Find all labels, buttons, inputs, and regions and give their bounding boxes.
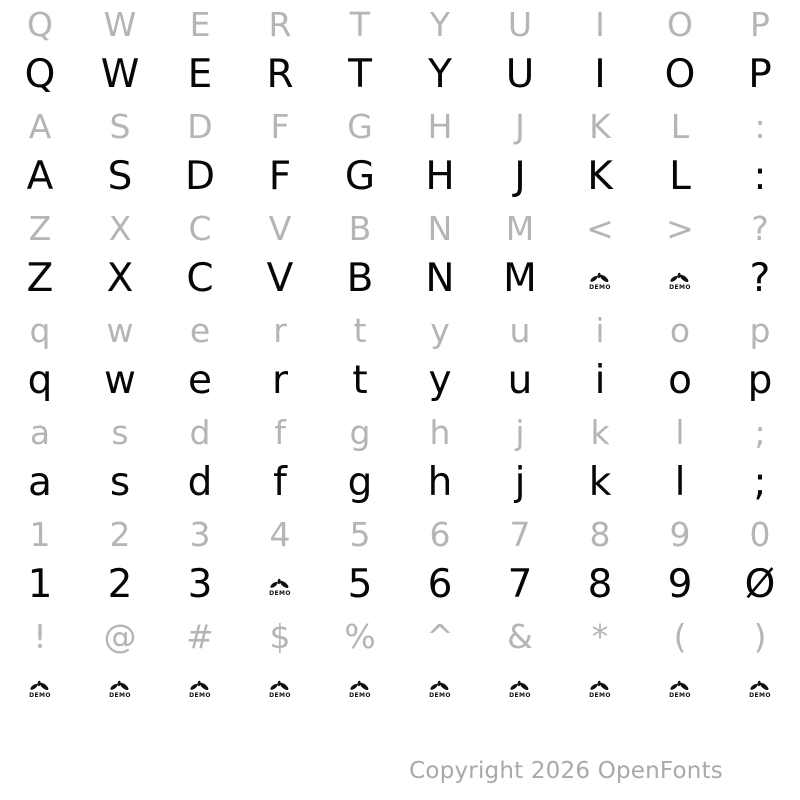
reference-char-row <box>0 0 800 48</box>
glyph-char: I <box>594 52 606 97</box>
reference-char-row <box>0 612 800 660</box>
reference-char: 2 <box>109 515 131 554</box>
glyph-char: q <box>27 358 53 403</box>
reference-char: * <box>591 617 609 656</box>
reference-char: G <box>347 107 373 146</box>
reference-char: a <box>29 413 51 452</box>
glyph-char: l <box>674 460 686 505</box>
reference-char: w <box>106 311 134 350</box>
demo-glyph-cell <box>160 660 240 714</box>
demo-splash-icon <box>509 680 530 692</box>
glyph-char: g <box>347 460 373 505</box>
reference-char: Q <box>27 5 53 44</box>
demo-placeholder-glyph <box>589 272 611 291</box>
reference-char: s <box>111 413 129 452</box>
reference-char-row <box>0 408 800 456</box>
glyph-char: P <box>748 52 772 97</box>
glyph-char: 1 <box>27 562 53 607</box>
demo-label: DEMO <box>589 691 611 699</box>
demo-splash-icon <box>429 680 450 692</box>
reference-char: 3 <box>189 515 211 554</box>
demo-glyph-cell <box>480 660 560 714</box>
demo-splash-icon <box>349 680 370 692</box>
demo-glyph-cell <box>80 660 160 714</box>
reference-char: ( <box>673 617 687 656</box>
reference-char: D <box>187 107 213 146</box>
reference-char: ) <box>753 617 767 656</box>
reference-char: I <box>595 5 605 44</box>
glyph-char: 9 <box>667 562 693 607</box>
glyph-char: J <box>514 154 526 199</box>
glyph-char: Y <box>428 52 452 97</box>
reference-char: > <box>666 209 694 248</box>
glyph-char: 2 <box>107 562 133 607</box>
reference-char-row <box>0 204 800 252</box>
reference-char: u <box>509 311 531 350</box>
demo-placeholder-glyph <box>109 680 131 699</box>
reference-char-row <box>0 306 800 354</box>
glyph-char: t <box>352 358 368 403</box>
reference-char: Z <box>28 209 52 248</box>
glyph-char: j <box>514 460 526 505</box>
reference-char: O <box>667 5 693 44</box>
reference-char: r <box>273 311 287 350</box>
demo-placeholder-glyph <box>749 680 771 699</box>
reference-char: < <box>586 209 614 248</box>
reference-char: 0 <box>749 515 771 554</box>
reference-char: q <box>29 311 51 350</box>
reference-char: ? <box>751 209 769 248</box>
demo-glyph-cell <box>560 252 640 306</box>
demo-splash-icon <box>189 680 210 692</box>
reference-char: # <box>186 617 214 656</box>
demo-splash-icon <box>269 578 290 590</box>
demo-splash-icon <box>669 272 690 284</box>
demo-placeholder-glyph <box>669 272 691 291</box>
glyph-char: ; <box>753 460 767 505</box>
demo-glyph-cell <box>240 660 320 714</box>
demo-glyph-cell <box>640 252 720 306</box>
glyph-char: G <box>344 154 376 199</box>
glyph-char: A <box>26 154 54 199</box>
demo-splash-icon <box>269 680 290 692</box>
glyph-char: ? <box>749 256 771 301</box>
reference-char: ^ <box>426 617 454 656</box>
glyph-char: d <box>187 460 213 505</box>
glyph-char: u <box>507 358 533 403</box>
demo-label: DEMO <box>509 691 531 699</box>
glyph-char: T <box>348 52 372 97</box>
demo-placeholder-glyph <box>589 680 611 699</box>
reference-char: k <box>590 413 610 452</box>
demo-placeholder-glyph <box>669 680 691 699</box>
glyph-char: Z <box>26 256 54 301</box>
demo-glyph-cell <box>720 660 800 714</box>
reference-char: H <box>427 107 453 146</box>
glyph-char: s <box>109 460 131 505</box>
copyright-text: Copyright 2026 OpenFonts <box>409 758 723 784</box>
demo-font-char-row <box>0 252 800 306</box>
demo-placeholder-glyph <box>189 680 211 699</box>
glyph-char: 8 <box>587 562 613 607</box>
demo-placeholder-glyph <box>349 680 371 699</box>
glyph-char: C <box>186 256 214 301</box>
demo-placeholder-glyph <box>269 578 291 597</box>
demo-splash-icon <box>749 680 770 692</box>
demo-font-char-row <box>0 558 800 612</box>
reference-char: ! <box>33 617 47 656</box>
demo-glyph-cell <box>640 660 720 714</box>
demo-placeholder-glyph <box>29 680 51 699</box>
reference-char: 7 <box>509 515 531 554</box>
reference-char: y <box>430 311 450 350</box>
reference-char: B <box>348 209 372 248</box>
glyph-char: X <box>106 256 134 301</box>
glyph-char: Ø <box>744 562 776 607</box>
reference-char: l <box>675 413 685 452</box>
reference-char: F <box>270 107 290 146</box>
reference-char-row <box>0 510 800 558</box>
reference-char: : <box>754 107 766 146</box>
reference-char: p <box>749 311 771 350</box>
reference-char: X <box>108 209 132 248</box>
demo-font-char-row <box>0 150 800 204</box>
demo-glyph-cell <box>0 660 80 714</box>
reference-char: J <box>515 107 525 146</box>
glyph-char: H <box>425 154 455 199</box>
reference-char: 8 <box>589 515 611 554</box>
demo-font-char-row <box>0 354 800 408</box>
demo-splash-icon <box>589 680 610 692</box>
glyph-char: U <box>505 52 535 97</box>
reference-char: N <box>427 209 453 248</box>
demo-label: DEMO <box>749 691 771 699</box>
reference-char: K <box>589 107 611 146</box>
reference-char: V <box>268 209 292 248</box>
demo-label: DEMO <box>669 283 691 291</box>
demo-glyph-cell <box>240 558 320 612</box>
demo-label: DEMO <box>189 691 211 699</box>
demo-label: DEMO <box>269 691 291 699</box>
glyph-char: a <box>28 460 52 505</box>
glyph-char: D <box>184 154 216 199</box>
reference-char: 6 <box>429 515 451 554</box>
demo-splash-icon <box>109 680 130 692</box>
reference-char: 5 <box>349 515 371 554</box>
demo-splash-icon <box>29 680 50 692</box>
demo-placeholder-glyph <box>269 680 291 699</box>
glyph-char: N <box>425 256 455 301</box>
glyph-char: h <box>427 460 453 505</box>
demo-label: DEMO <box>589 283 611 291</box>
glyph-char: R <box>266 52 294 97</box>
glyph-char: E <box>187 52 213 97</box>
reference-char: d <box>189 413 211 452</box>
glyph-char: 6 <box>427 562 453 607</box>
glyph-char: O <box>664 52 696 97</box>
reference-char: 4 <box>269 515 291 554</box>
glyph-char: k <box>588 460 612 505</box>
reference-char: j <box>515 413 525 452</box>
reference-char-row <box>0 102 800 150</box>
glyph-char: 7 <box>507 562 533 607</box>
reference-char: $ <box>269 617 291 656</box>
reference-char: e <box>189 311 211 350</box>
glyph-char: 3 <box>187 562 213 607</box>
reference-char: g <box>349 413 371 452</box>
reference-char: T <box>349 5 371 44</box>
demo-font-char-row <box>0 456 800 510</box>
demo-font-char-row <box>0 660 800 714</box>
demo-font-char-row <box>0 48 800 102</box>
reference-char: & <box>507 617 533 656</box>
reference-char: t <box>353 311 367 350</box>
glyph-char: 5 <box>347 562 373 607</box>
demo-label: DEMO <box>349 691 371 699</box>
reference-char: W <box>103 5 137 44</box>
glyph-char: W <box>100 52 140 97</box>
glyph-char: Q <box>24 52 56 97</box>
glyph-char: K <box>587 154 613 199</box>
glyph-char: : <box>753 154 767 199</box>
reference-char: R <box>268 5 292 44</box>
reference-char: A <box>28 107 52 146</box>
glyph-char: p <box>747 358 773 403</box>
reference-char: M <box>505 209 535 248</box>
demo-splash-icon <box>589 272 610 284</box>
reference-char: i <box>595 311 605 350</box>
reference-char: P <box>750 5 770 44</box>
reference-char: h <box>429 413 451 452</box>
glyph-char: f <box>273 460 287 505</box>
demo-glyph-cell <box>560 660 640 714</box>
glyph-char: i <box>594 358 606 403</box>
demo-splash-icon <box>669 680 690 692</box>
glyph-char: w <box>104 358 136 403</box>
reference-char: 9 <box>669 515 691 554</box>
reference-char: % <box>344 617 376 656</box>
reference-char: C <box>188 209 212 248</box>
reference-char: Y <box>429 5 451 44</box>
demo-label: DEMO <box>109 691 131 699</box>
demo-label: DEMO <box>269 589 291 597</box>
glyph-char: L <box>669 154 691 199</box>
reference-char: 1 <box>29 515 51 554</box>
demo-placeholder-glyph <box>509 680 531 699</box>
glyph-char: B <box>346 256 374 301</box>
reference-char: ; <box>754 413 766 452</box>
glyph-char: V <box>266 256 294 301</box>
glyph-char: y <box>428 358 452 403</box>
reference-char: f <box>274 413 286 452</box>
glyph-char: o <box>668 358 692 403</box>
glyph-char: r <box>271 358 289 403</box>
glyph-char: e <box>188 358 212 403</box>
demo-label: DEMO <box>669 691 691 699</box>
demo-glyph-cell <box>400 660 480 714</box>
glyph-char: F <box>268 154 292 199</box>
demo-glyph-cell <box>320 660 400 714</box>
reference-char: o <box>669 311 691 350</box>
reference-char: S <box>109 107 131 146</box>
reference-char: @ <box>103 617 137 656</box>
demo-label: DEMO <box>29 691 51 699</box>
glyph-char: M <box>503 256 537 301</box>
reference-char: U <box>507 5 533 44</box>
glyph-char: S <box>107 154 133 199</box>
demo-placeholder-glyph <box>429 680 451 699</box>
reference-char: L <box>670 107 690 146</box>
reference-char: E <box>189 5 211 44</box>
demo-label: DEMO <box>429 691 451 699</box>
